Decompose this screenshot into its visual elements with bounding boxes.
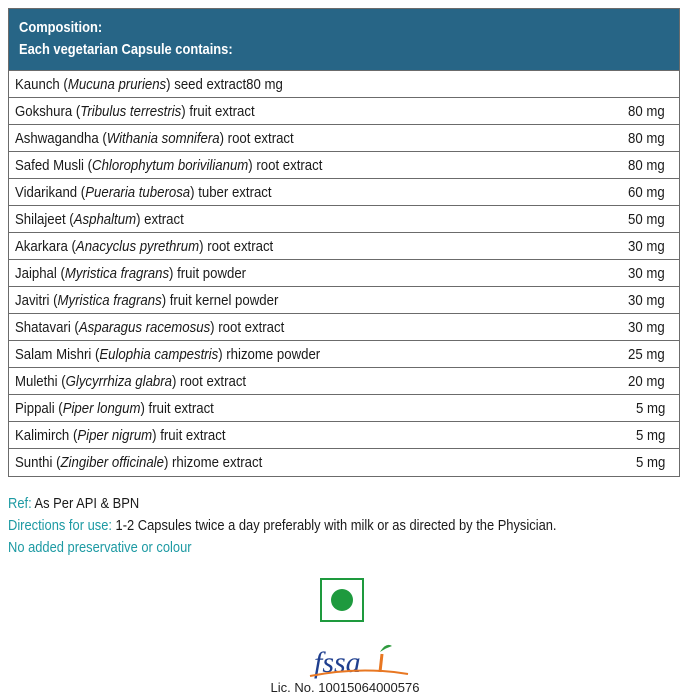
ingredient-latin-name: Chlorophytum borivilianum: [92, 156, 249, 174]
ingredient-name: [15, 238, 273, 255]
ingredient-part: ) root extract: [199, 237, 274, 255]
ingredient-latin-name: Asphaltum: [73, 210, 137, 228]
ingredient-common-name: Ashwagandha (: [15, 129, 107, 147]
ingredient-common-name: Mulethi (: [15, 372, 66, 390]
ingredient-part: ) extract: [136, 210, 184, 228]
ingredient-row: [9, 98, 679, 125]
ingredient-part: ) seed extract80 mg: [166, 75, 283, 93]
directions-value: 1-2 Capsules twice a day preferably with milk or as directed by the Physician.: [111, 517, 557, 534]
ingredient-row: [9, 125, 679, 152]
ingredient-dose: 5 mg: [635, 454, 665, 471]
ingredient-list: [9, 71, 679, 476]
ingredient-row: [9, 341, 679, 368]
ingredient-part: ) fruit extract: [152, 426, 226, 444]
ingredient-row: [9, 314, 679, 341]
ingredient-name: [15, 76, 283, 93]
ingredient-latin-name: Myristica fragrans: [64, 264, 170, 282]
ingredient-latin-name: Piper nigrum: [77, 426, 153, 444]
ingredient-common-name: Salam Mishri (: [15, 345, 100, 363]
license-number: Lic. No. 10015064000576: [270, 680, 420, 695]
composition-header: [9, 9, 679, 71]
ingredient-row: [9, 152, 679, 179]
ingredient-row: [9, 422, 679, 449]
composition-title: Composition:: [19, 19, 103, 36]
ingredient-dose: 30 mg: [628, 237, 665, 255]
ingredient-dose: 5 mg: [635, 399, 665, 417]
ingredient-dose: 25 mg: [628, 345, 665, 363]
ingredient-dose: 80 mg: [628, 156, 665, 174]
ingredient-part: ) fruit kernel powder: [161, 291, 279, 309]
no-added-note: No added preservative or colour: [8, 539, 192, 556]
ingredient-name: [15, 265, 246, 282]
ingredient-latin-name: Zingiber officinale: [60, 454, 164, 471]
vegetarian-dot: [331, 589, 353, 611]
ingredient-part: ) root extract: [171, 372, 247, 390]
ingredient-row: [9, 368, 679, 395]
ingredient-common-name: Sunthi (: [15, 454, 61, 471]
directions-label: Directions for use:: [8, 517, 112, 534]
ingredient-part: ) root extract: [210, 318, 285, 336]
ingredient-name: [15, 292, 278, 309]
ingredient-row: [9, 71, 679, 98]
ingredient-common-name: Vidarikand (: [15, 183, 86, 201]
reference-value: As Per API & BPN: [31, 495, 140, 512]
ingredient-common-name: Kalimirch (: [15, 426, 78, 444]
ingredient-name: [15, 103, 255, 120]
ingredient-name: [15, 373, 246, 390]
ingredient-name: [15, 184, 272, 201]
ingredient-latin-name: Withania somnifera: [106, 129, 220, 147]
ingredient-common-name: Pippali (: [15, 399, 63, 417]
ingredient-part: ) root extract: [219, 129, 294, 147]
ingredient-latin-name: Eulophia campestris: [99, 345, 219, 363]
ingredient-common-name: Shilajeet (: [15, 210, 74, 228]
reference-note: [8, 493, 586, 515]
ingredient-name: [15, 454, 262, 471]
ingredient-common-name: Safed Musli (: [15, 156, 93, 174]
ingredient-part: ) fruit extract: [181, 102, 255, 120]
ingredient-part: ) rhizome extract: [163, 454, 263, 471]
ingredient-latin-name: Asparagus racemosus: [78, 318, 211, 336]
ingredient-dose: 30 mg: [628, 291, 665, 309]
ingredient-part: ) rhizome powder: [218, 345, 321, 363]
ingredient-name: [15, 400, 214, 417]
ingredient-latin-name: Glycyrrhiza glabra: [65, 372, 172, 390]
ingredient-name: [15, 319, 284, 336]
ingredient-dose: 50 mg: [628, 210, 665, 228]
ingredient-row: [9, 449, 679, 476]
ingredient-latin-name: Anacyclus pyrethrum: [75, 237, 200, 255]
ingredient-common-name: Javitri (: [15, 291, 58, 309]
vegetarian-mark-icon: [320, 578, 364, 622]
ingredient-dose: 80 mg: [628, 102, 665, 120]
ingredient-name: [15, 157, 322, 174]
ingredient-part: ) tuber extract: [190, 183, 272, 201]
ingredient-name: [15, 130, 294, 147]
ingredient-dose: 30 mg: [628, 318, 665, 336]
ingredient-row: [9, 206, 679, 233]
directions-note: [8, 515, 586, 537]
ingredient-dose: 5 mg: [635, 426, 665, 444]
ingredient-row: [9, 287, 679, 314]
composition-subtitle: Each vegetarian Capsule contains:: [19, 41, 233, 58]
ingredient-part: ) fruit powder: [169, 264, 247, 282]
ingredient-dose: 30 mg: [628, 264, 665, 282]
ingredient-latin-name: Pueraria tuberosa: [85, 183, 191, 201]
ingredient-common-name: Jaiphal (: [15, 264, 65, 282]
ingredient-name: [15, 346, 320, 363]
ingredient-dose: 80 mg: [628, 129, 665, 147]
ingredient-part: ) root extract: [248, 156, 323, 174]
ingredient-row: [9, 233, 679, 260]
ingredient-common-name: Shatavari (: [15, 318, 79, 336]
fssai-logo: [300, 640, 420, 680]
ingredient-common-name: Akarkara (: [15, 237, 76, 255]
ingredient-latin-name: Mucuna pruriens: [67, 75, 167, 93]
ingredient-latin-name: Myristica fragrans: [57, 291, 162, 309]
ingredient-latin-name: Piper longum: [62, 399, 141, 417]
ingredient-row: [9, 179, 679, 206]
ingredient-common-name: Gokshura (: [15, 102, 81, 120]
ingredient-name: [15, 427, 226, 444]
ingredient-common-name: Kaunch (: [15, 75, 68, 93]
composition-table: [8, 8, 680, 477]
ingredient-dose: 60 mg: [628, 183, 665, 201]
reference-label: Ref:: [8, 495, 32, 512]
ingredient-row: [9, 260, 679, 287]
ingredient-row: [9, 395, 679, 422]
ingredient-dose: 20 mg: [628, 372, 665, 390]
notes-section: [8, 493, 680, 559]
ingredient-name: [15, 211, 184, 228]
svg-text:fssa: fssa: [314, 646, 361, 679]
ingredient-part: ) fruit extract: [140, 399, 214, 417]
ingredient-latin-name: Tribulus terrestris: [80, 102, 182, 120]
